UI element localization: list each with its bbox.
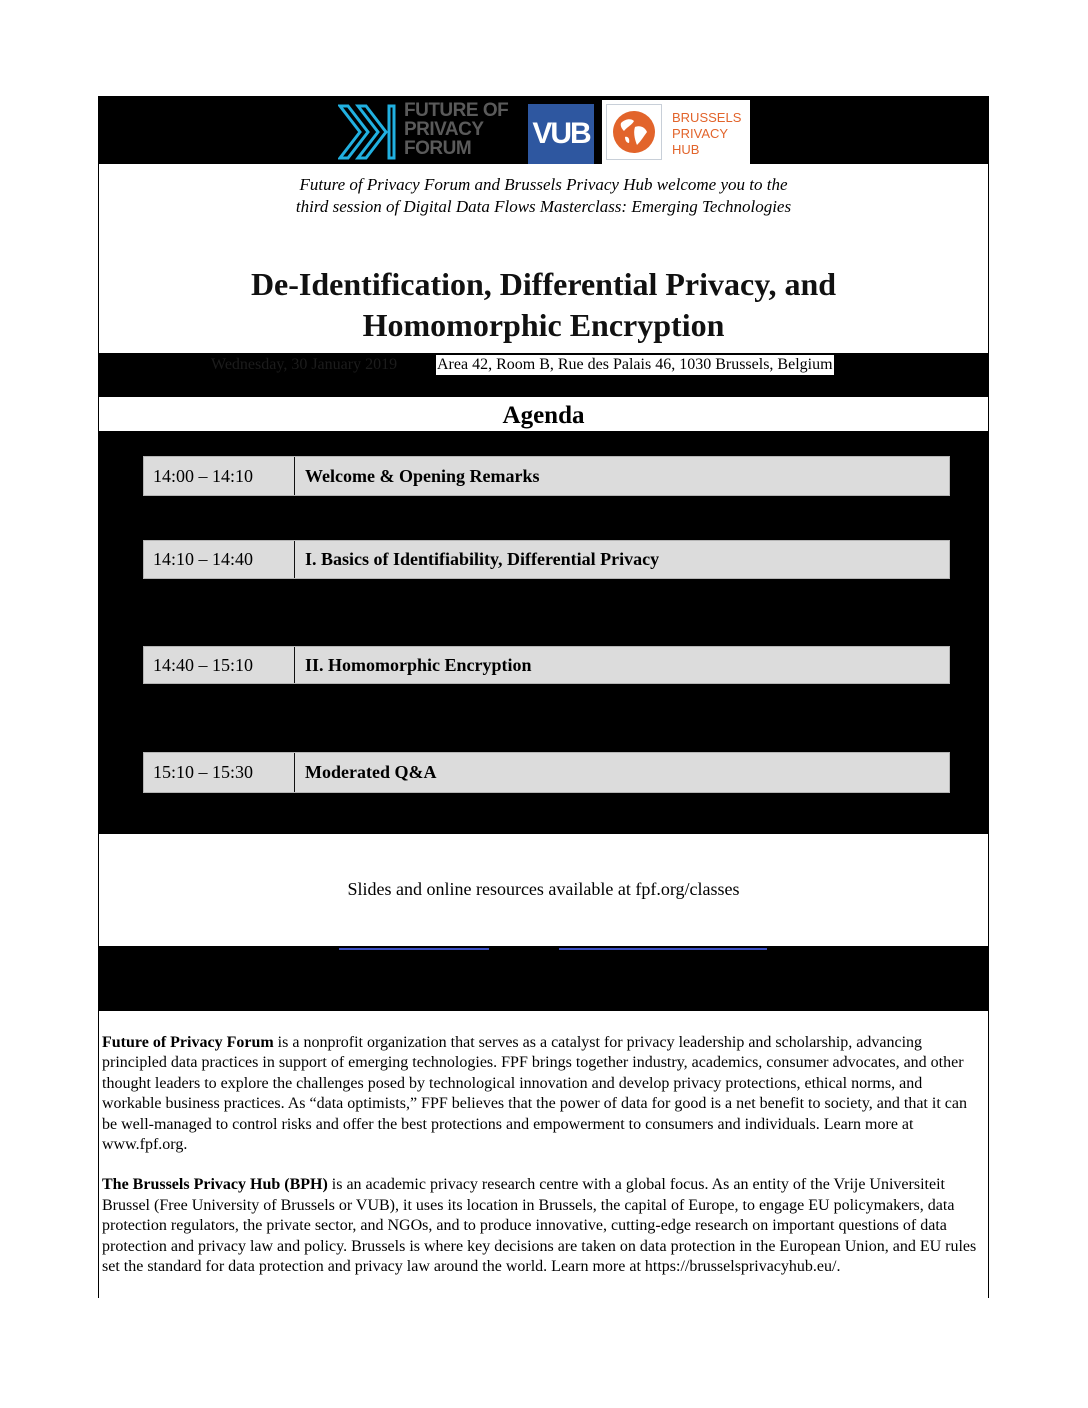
fpf-line-3: FORUM: [404, 138, 472, 159]
agenda-session: I. Basics of Identifiability, Differential Privacy: [305, 549, 660, 569]
bph-line-2: PRIVACY: [672, 126, 729, 141]
bph-about-name: The Brussels Privacy Hub (BPH): [102, 1176, 328, 1194]
fpf-about-name: Future of Privacy Forum: [102, 1034, 274, 1051]
bph-about-text: is an academic privacy research centre with a global focus. As an entity of the Vrije Universiteit Brussel (Free University of Brussels or VUB), it uses its location in Brussels, the capital of Europe, to engage EU policymakers, data protection regulators, the private sector, and NGOs, and to produce innovative, cutting-edge research on important questions of data protection and privacy law and policy. Brussels is where key decisions are taken on data protection in the European Union, and EU rules set the standard for data protection and privacy law around the world. Learn more at https://brusselsprivacyhub.eu/.: [102, 1176, 977, 1276]
bph-logo: [602, 100, 750, 164]
resources-note: Slides and online resources available at fpf.org/classes: [347, 879, 740, 899]
logo-bar: [99, 96, 988, 164]
bph-line-1: BRUSSELS: [672, 110, 742, 125]
agenda-row: [143, 540, 950, 579]
agenda-time: 14:10 – 14:40: [144, 541, 295, 578]
agenda-time: 14:00 – 14:10: [144, 457, 295, 495]
fpf-line-2: PRIVACY: [404, 119, 484, 140]
title-line-1: De-Identification, Differential Privacy, and: [250, 266, 837, 302]
agenda-table: [99, 431, 988, 834]
links-bar: [99, 946, 988, 1011]
bph-about-paragraph: [102, 1175, 984, 1277]
hyperlink-underline[interactable]: [339, 948, 489, 950]
flyer-frame: [98, 96, 989, 1298]
hyperlink-underline[interactable]: [559, 948, 767, 950]
intro-line-1: Future of Privacy Forum and Brussels Privacy Hub welcome you to the: [299, 175, 788, 194]
vub-logo: VUB: [528, 104, 594, 164]
agenda-session: Welcome & Opening Remarks: [305, 465, 540, 486]
fpf-about-paragraph: [102, 1033, 984, 1155]
bph-line-3: HUB: [672, 142, 700, 157]
about-section: [102, 1033, 984, 1297]
page-title: [99, 264, 988, 346]
fpf-line-1: FUTURE OF: [404, 100, 509, 121]
event-venue: Area 42, Room B, Rue des Palais 46, 1030 Brussels, Belgium: [437, 356, 833, 373]
event-date: Wednesday, 30 January 2019: [211, 356, 398, 373]
event-info-bar: [99, 353, 988, 397]
agenda-time: 15:10 – 15:30: [144, 753, 295, 792]
agenda-time: 14:40 – 15:10: [144, 647, 295, 683]
bph-globe-icon: [606, 104, 662, 160]
fpf-logo: [336, 100, 526, 164]
intro-text: [99, 174, 988, 218]
fpf-chevrons-icon: [338, 102, 400, 162]
agenda-row: [143, 456, 950, 496]
agenda-session: II. Homomorphic Encryption: [305, 654, 532, 675]
bph-wordmark: [672, 110, 741, 158]
agenda-row: [143, 752, 950, 793]
intro-line-2: third session of Digital Data Flows Masterclass: Emerging Technologies: [295, 197, 792, 216]
fpf-wordmark: [404, 101, 508, 158]
fpf-about-text: is a nonprofit organization that serves as a catalyst for privacy leadership and scholarship, advancing principled data practices in support of emerging technologies. FPF brings together industry, academics, consumer advocates, and other thought leaders to explore the challenges posed by technological innovation and develop privacy protections, ethical norms, and workable business practices. As “data optimists,” FPF believes that the power of data for good is a net benefit to society, and that it can be well-managed to control risks and offer the best protections and empowerment to consumers and individuals. Learn more at www.fpf.org.: [102, 1034, 967, 1154]
agenda-heading: Agenda: [502, 402, 585, 429]
title-line-2: Homomorphic Encryption: [362, 307, 725, 343]
agenda-session: Moderated Q&A: [305, 762, 437, 782]
agenda-row: [143, 646, 950, 684]
